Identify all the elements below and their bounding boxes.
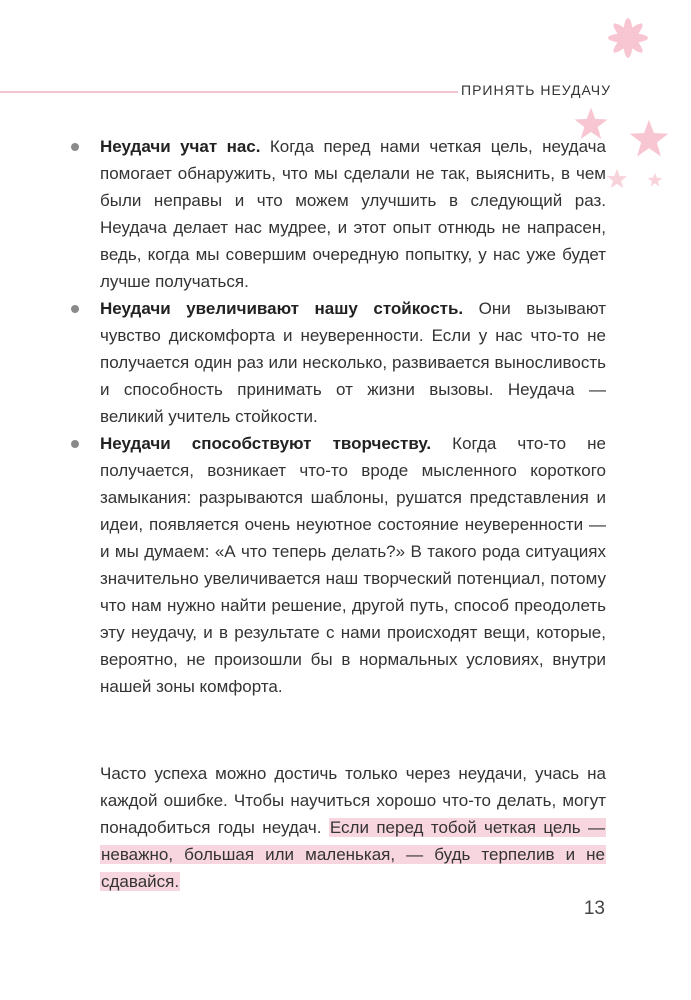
list-item — [100, 295, 606, 430]
bullet-icon — [71, 440, 79, 448]
list-item-text: Они вызывают чувство дискомфорта и неуверенности. Если у нас что-то не получается один раз или несколько, развивается выносливость и способность принимать от жизни вызовы. Неудача — великий учитель стойкости. — [100, 299, 606, 426]
list-item-text: Когда перед нами четкая цель, неудача помогает обнаружить, что мы сделали не так, выяснить, в чем были неправы и что можем улучшить в следующий раз. Неудача делает нас мудрее, и этот опыт отнюдь не напрасен, ведь, когда мы совершим очередную попытку, у нас уже будет лучше получаться. — [100, 137, 606, 291]
list-item-text: Когда что-то не получается, возникает что-то вроде мысленного короткого замыкания: разрываются шаблоны, рушатся представления и идеи, появляется очень неуютное состояние неуверенности — и мы думаем: «А что теперь делать?» В такого рода ситуациях значительно увеличивается наш творческий потенциал, потому что нам нужно найти решение, другой путь, способ преодолеть эту неудачу, и в результате с нами происходят вещи, которые, вероятно, не произошли бы в нормальных условиях, внутри нашей зоны комфорта. — [100, 434, 606, 696]
running-header: ПРИНЯТЬ НЕУДАЧУ — [461, 82, 611, 98]
list-item — [100, 430, 606, 700]
paragraph-text: Часто успеха можно достичь только через неудачи, учась на каждой ошибке. Чтобы научиться хорошо что-то делать, могут понадобиться годы неудач. — [100, 764, 606, 837]
bullet-list — [100, 133, 606, 700]
list-item-heading: Неудачи увеличивают нашу стойкость. — [100, 299, 464, 318]
list-item-heading: Неудачи учат нас. — [100, 137, 261, 156]
bullet-icon — [71, 305, 79, 313]
star-decoration-icon — [628, 118, 670, 160]
body-paragraph — [100, 760, 606, 895]
list-item-heading: Неудачи способствуют творчеству. — [100, 434, 432, 453]
bullet-icon — [71, 143, 79, 151]
highlighted-text: Если перед тобой четкая цель — неважно, большая или маленькая, — будь терпелив и не сдавайся. — [101, 818, 606, 891]
flower-decoration-icon — [598, 8, 658, 68]
header-divider — [0, 91, 458, 93]
list-item — [100, 133, 606, 295]
star-decoration-icon — [647, 172, 663, 188]
star-decoration-icon — [606, 168, 628, 190]
page-number: 13 — [583, 898, 605, 919]
